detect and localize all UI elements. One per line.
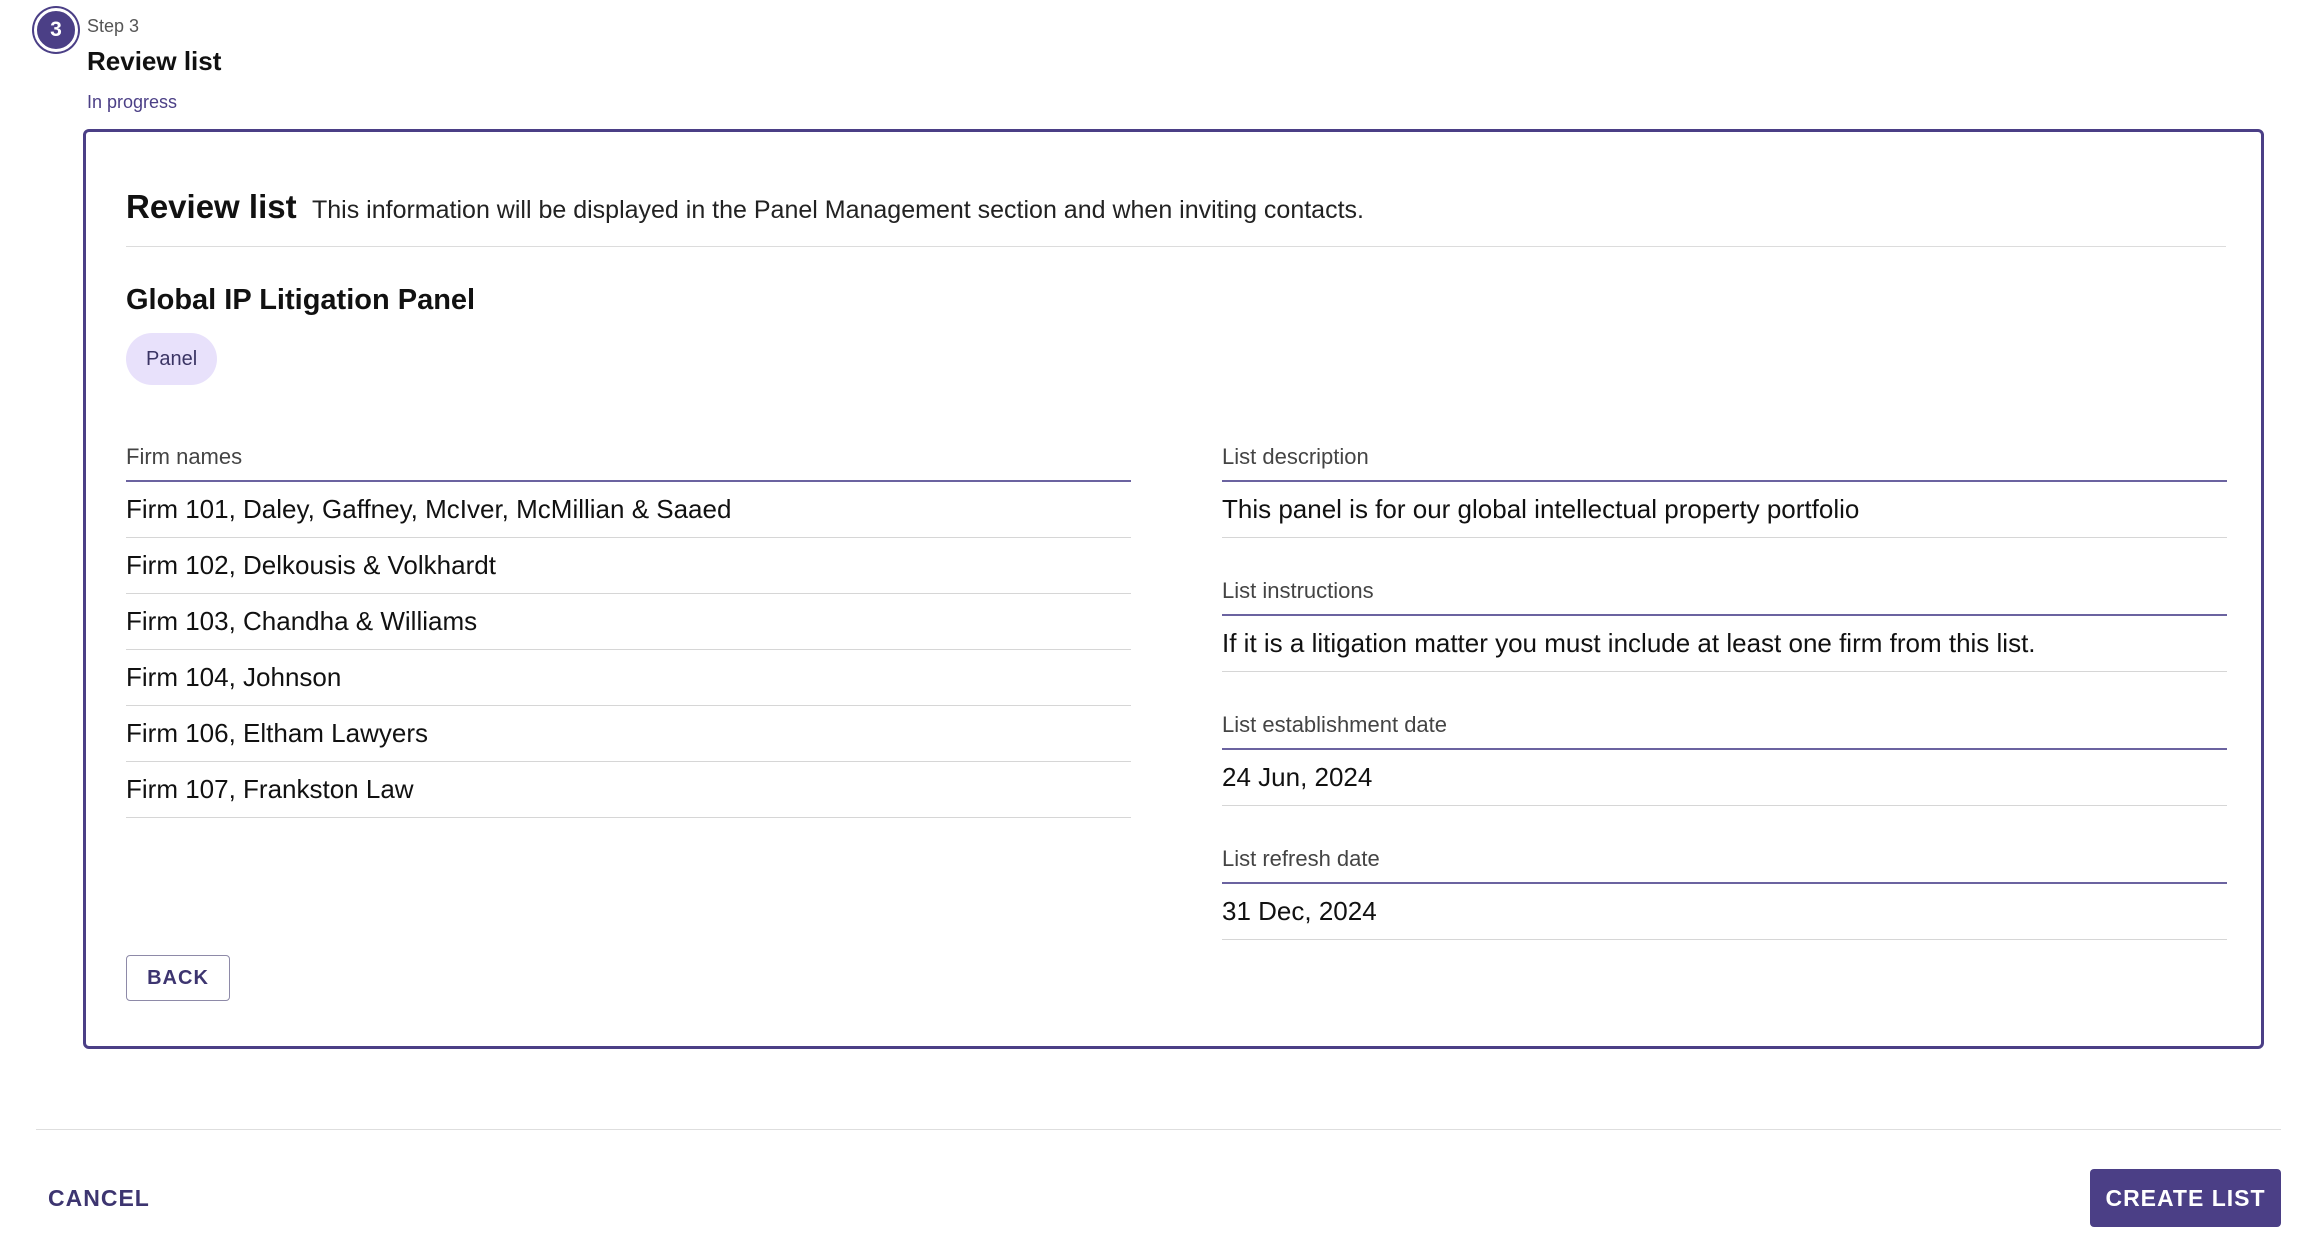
list-refresh-date-label: List refresh date [1222, 844, 2227, 884]
review-subtitle: This information will be displayed in the Panel Management section and when inviting contacts. [312, 196, 1364, 224]
step-number-badge: 3 [34, 8, 78, 52]
cancel-button[interactable]: CANCEL [36, 1172, 162, 1224]
firm-names-label: Firm names [126, 442, 1131, 482]
list-name: Global IP Litigation Panel [126, 284, 476, 316]
back-button[interactable]: BACK [126, 955, 230, 1001]
list-refresh-date-field [1222, 844, 2227, 940]
list-refresh-date-value: 31 Dec, 2024 [1222, 884, 2227, 940]
step-title: Review list [87, 46, 222, 76]
create-list-button[interactable]: CREATE LIST [2090, 1169, 2281, 1227]
footer-divider [36, 1129, 2281, 1130]
review-card [83, 129, 2264, 1049]
firm-row: Firm 102, Delkousis & Volkhardt [126, 538, 1131, 594]
list-instructions-value: If it is a litigation matter you must include at least one firm from this list. [1222, 616, 2227, 672]
firm-row: Firm 104, Johnson [126, 650, 1131, 706]
firm-row: Firm 106, Eltham Lawyers [126, 706, 1131, 762]
firm-row: Firm 101, Daley, Gaffney, McIver, McMillian & Saaed [126, 482, 1131, 538]
firm-row: Firm 107, Frankston Law [126, 762, 1131, 818]
list-establishment-date-label: List establishment date [1222, 710, 2227, 750]
step-label: Step 3 [87, 16, 140, 36]
list-establishment-date-field [1222, 710, 2227, 806]
firm-row: Firm 103, Chandha & Williams [126, 594, 1131, 650]
list-details-section [1222, 442, 2227, 978]
list-description-label: List description [1222, 442, 2227, 482]
list-instructions-field [1222, 576, 2227, 672]
list-description-value: This panel is for our global intellectual property portfolio [1222, 482, 2227, 538]
review-header [126, 188, 2226, 247]
review-title: Review list [126, 188, 297, 225]
list-description-field [1222, 442, 2227, 538]
list-instructions-label: List instructions [1222, 576, 2227, 616]
firm-names-section [126, 442, 1131, 818]
list-type-chip: Panel [126, 333, 217, 385]
step-status: In progress [87, 92, 178, 112]
list-establishment-date-value: 24 Jun, 2024 [1222, 750, 2227, 806]
